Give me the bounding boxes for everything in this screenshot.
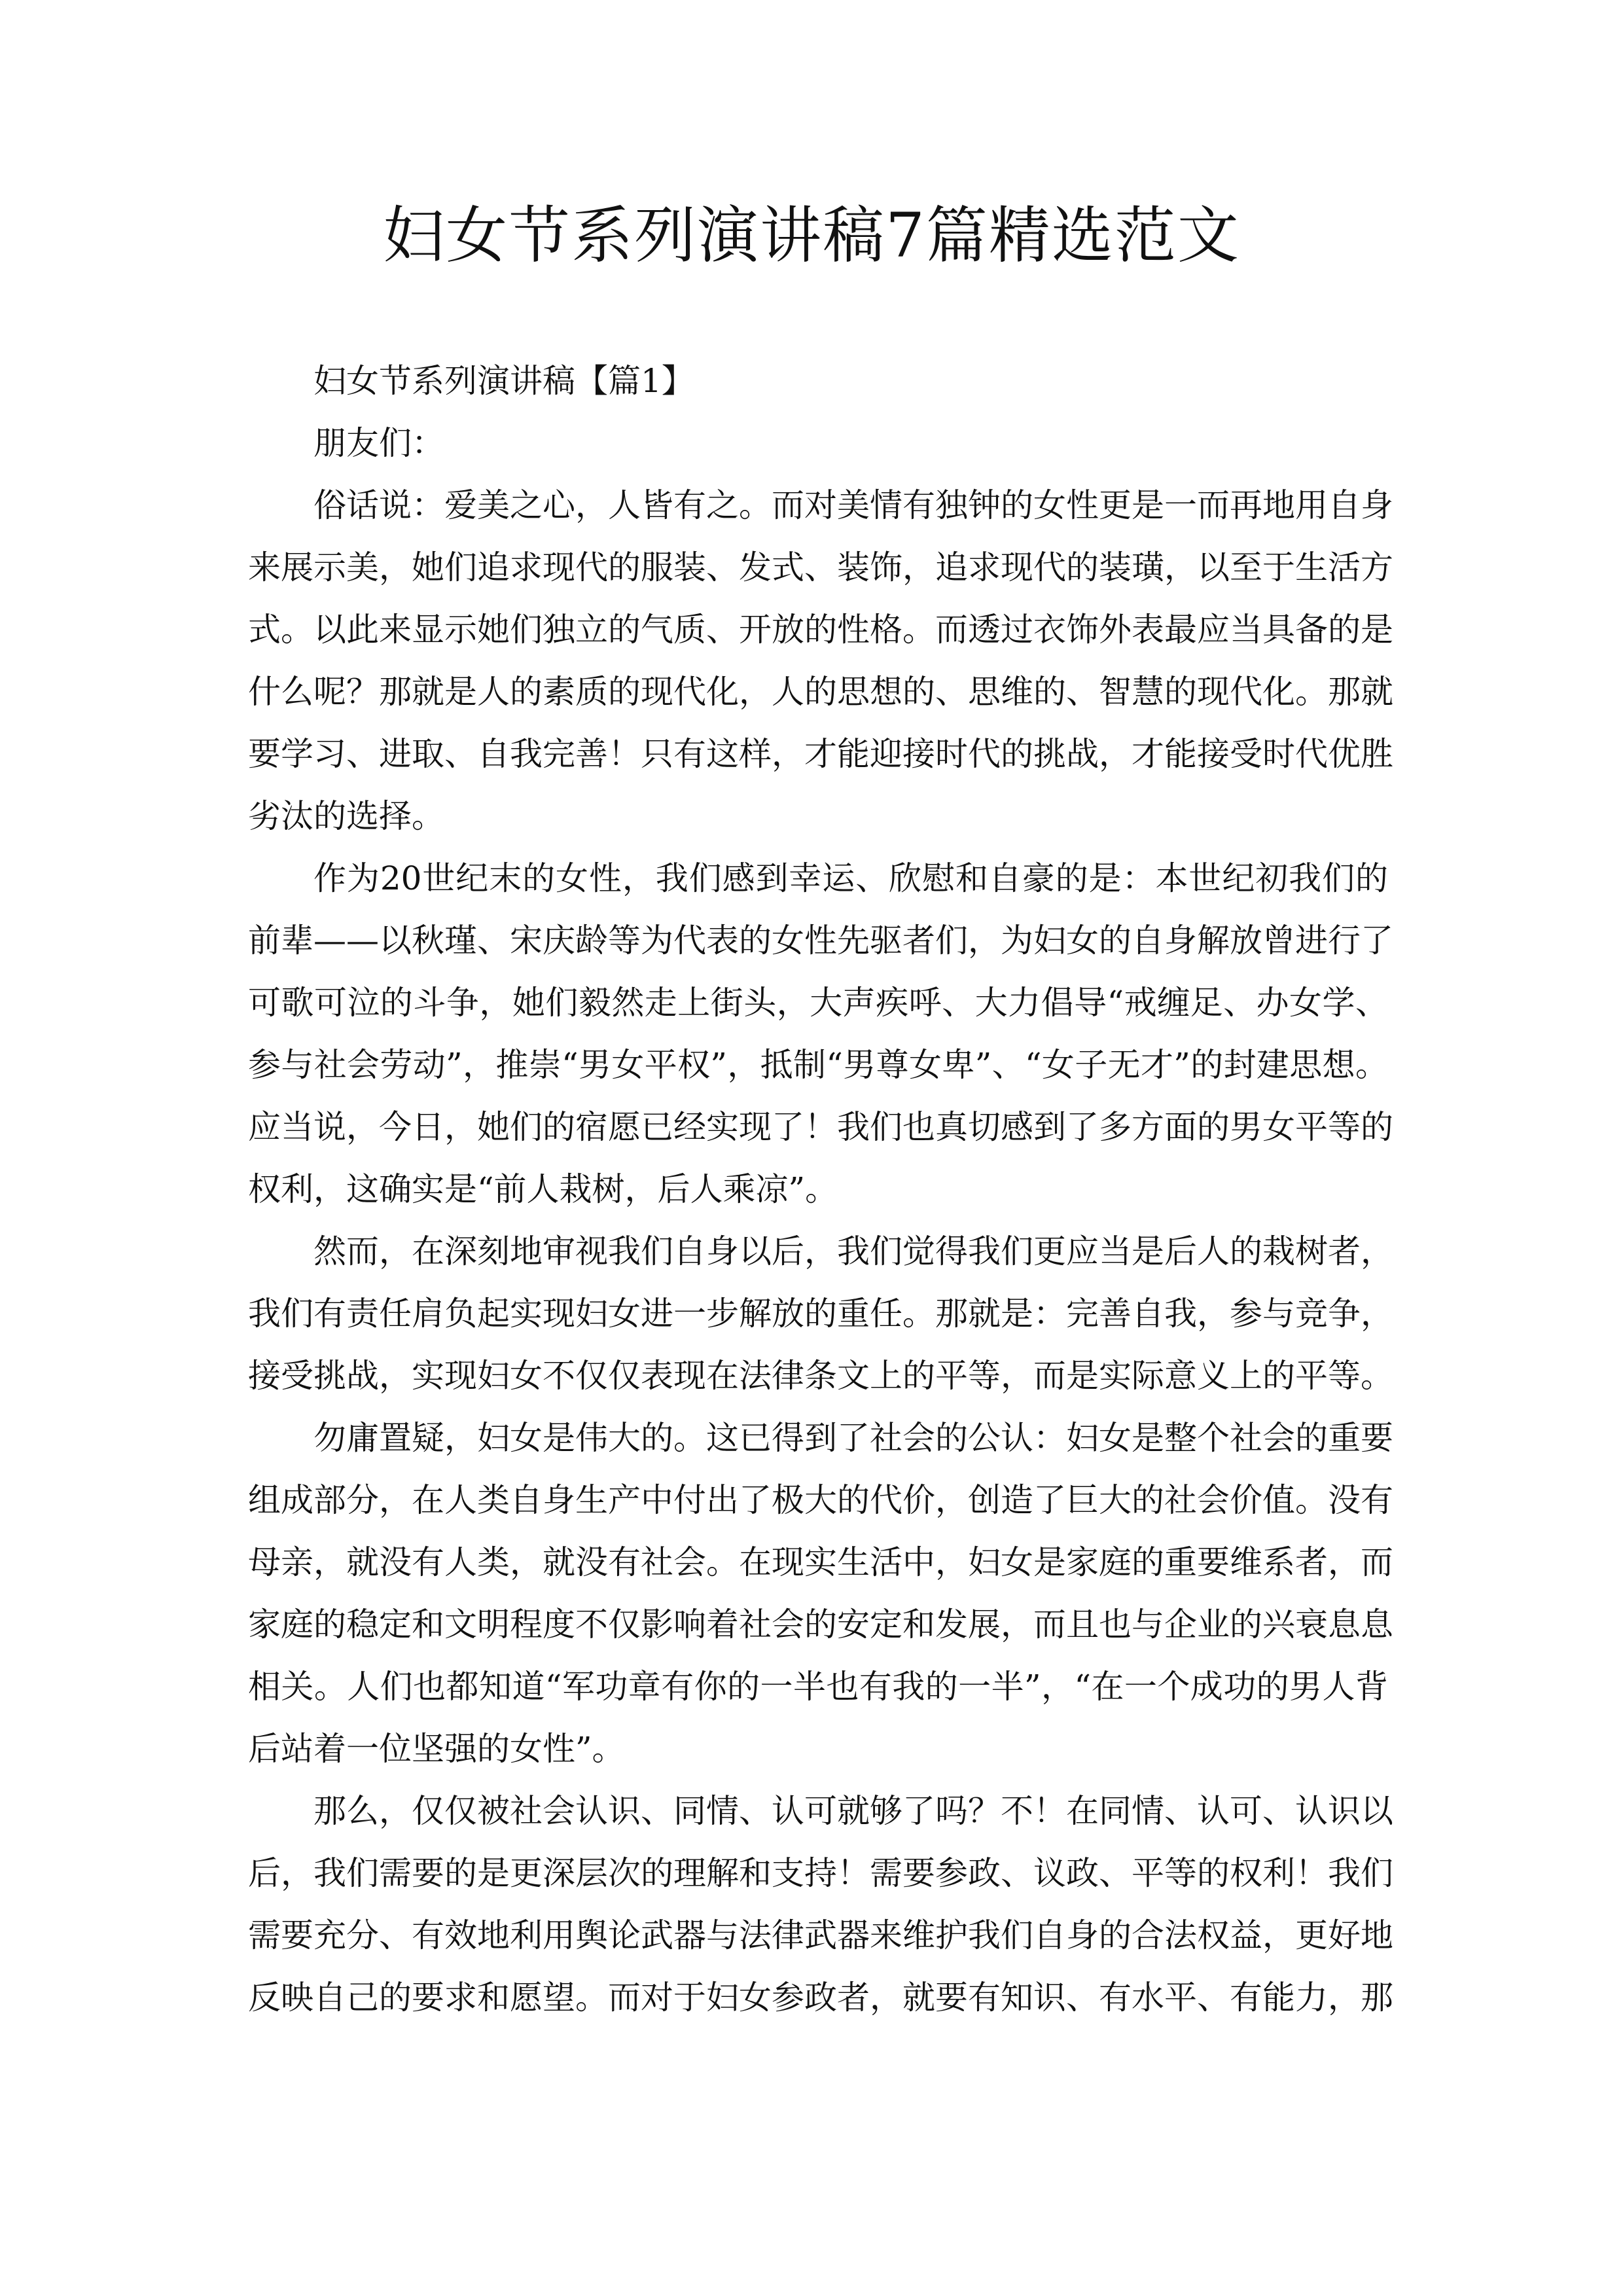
paragraph — [248, 1407, 1393, 1780]
paragraph-line: 可歌可泣的斗争，她们毅然走上街头，大声疾呼、大力倡导“戒缠足、办女学、 — [248, 984, 1388, 1022]
paragraph — [248, 475, 1393, 848]
paragraph-line: 参与社会劳动”，推崇“男女平权”，抵制“男尊女卑”、“女子无才”的封建思想。 — [248, 1046, 1388, 1084]
paragraph-line: 家庭的稳定和文明程度不仅影响着社会的安定和发展，而且也与企业的兴衰息息 — [248, 1605, 1393, 1643]
paragraph-line: 勿庸置疑，妇女是伟大的。这已得到了社会的公认：妇女是整个社会的重要 — [313, 1419, 1393, 1457]
paragraph-line: 前辈——以秋瑾、宋庆龄等为代表的女性先驱者们，为妇女的自身解放曾进行了 — [248, 922, 1393, 960]
paragraph-line: 组成部分，在人类自身生产中付出了极大的代价，创造了巨大的社会价值。没有 — [248, 1481, 1393, 1519]
paragraph-line: 应当说，今日，她们的宿愿已经实现了！我们也真切感到了多方面的男女平等的 — [248, 1108, 1393, 1146]
paragraph-line: 权利，这确实是“前人栽树，后人乘凉”。 — [248, 1170, 838, 1208]
paragraph-line: 反映自己的要求和愿望。而对于妇女参政者，就要有知识、有水平、有能力，那 — [248, 1979, 1393, 2017]
section-heading: 妇女节系列演讲稿【篇1】 — [313, 362, 694, 400]
paragraph-line: 然而，在深刻地审视我们自身以后，我们觉得我们更应当是后人的栽树者， — [313, 1232, 1393, 1270]
paragraph-line: 我们有责任肩负起实现妇女进一步解放的重任。那就是：完善自我，参与竞争， — [248, 1295, 1393, 1333]
paragraph-line: 需要充分、有效地利用舆论武器与法律武器来维护我们自身的合法权益，更好地 — [248, 1916, 1393, 1954]
paragraph — [248, 1780, 1393, 2029]
paragraph-line: 那么，仅仅被社会认识、同情、认可就够了吗？不！在同情、认可、认识以 — [313, 1792, 1393, 1830]
paragraph-line: 俗话说：爱美之心，人皆有之。而对美情有独钟的女性更是一而再地用自身 — [313, 486, 1393, 524]
paragraph-line: 作为20世纪末的女性，我们感到幸运、欣慰和自豪的是：本世纪初我们的 — [313, 859, 1388, 897]
paragraph — [248, 848, 1393, 1221]
paragraph-line: 来展示美，她们追求现代的服装、发式、装饰，追求现代的装璜，以至于生活方 — [248, 548, 1393, 586]
paragraph — [248, 1221, 1393, 1407]
paragraph-line: 劣汰的选择。 — [248, 797, 444, 835]
salutation: 朋友们： — [313, 424, 444, 462]
paragraph-line: 式。以此来显示她们独立的气质、开放的性格。而透过衣饰外表最应当具备的是 — [248, 611, 1393, 649]
document-title: 妇女节系列演讲稿7篇精选范文 — [383, 200, 1240, 272]
document-body — [248, 350, 1393, 2029]
paragraph-line: 母亲，就没有人类，就没有社会。在现实生活中，妇女是家庭的重要维系者，而 — [248, 1543, 1393, 1581]
paragraph-line: 后站着一位坚强的女性”。 — [248, 1730, 625, 1768]
paragraph-line: 接受挑战，实现妇女不仅仅表现在法律条文上的平等，而是实际意义上的平等。 — [248, 1357, 1393, 1395]
paragraph-line: 要学习、进取、自我完善！只有这样，才能迎接时代的挑战，才能接受时代优胜 — [248, 735, 1393, 773]
paragraph-line: 什么呢？那就是人的素质的现代化，人的思想的、思维的、智慧的现代化。那就 — [248, 673, 1393, 711]
paragraph-line: 后，我们需要的是更深层次的理解和支持！需要参政、议政、平等的权利！我们 — [248, 1854, 1393, 1892]
paragraph-line: 相关。人们也都知道“军功章有你的一半也有我的一半”，“在一个成功的男人背 — [248, 1668, 1388, 1706]
